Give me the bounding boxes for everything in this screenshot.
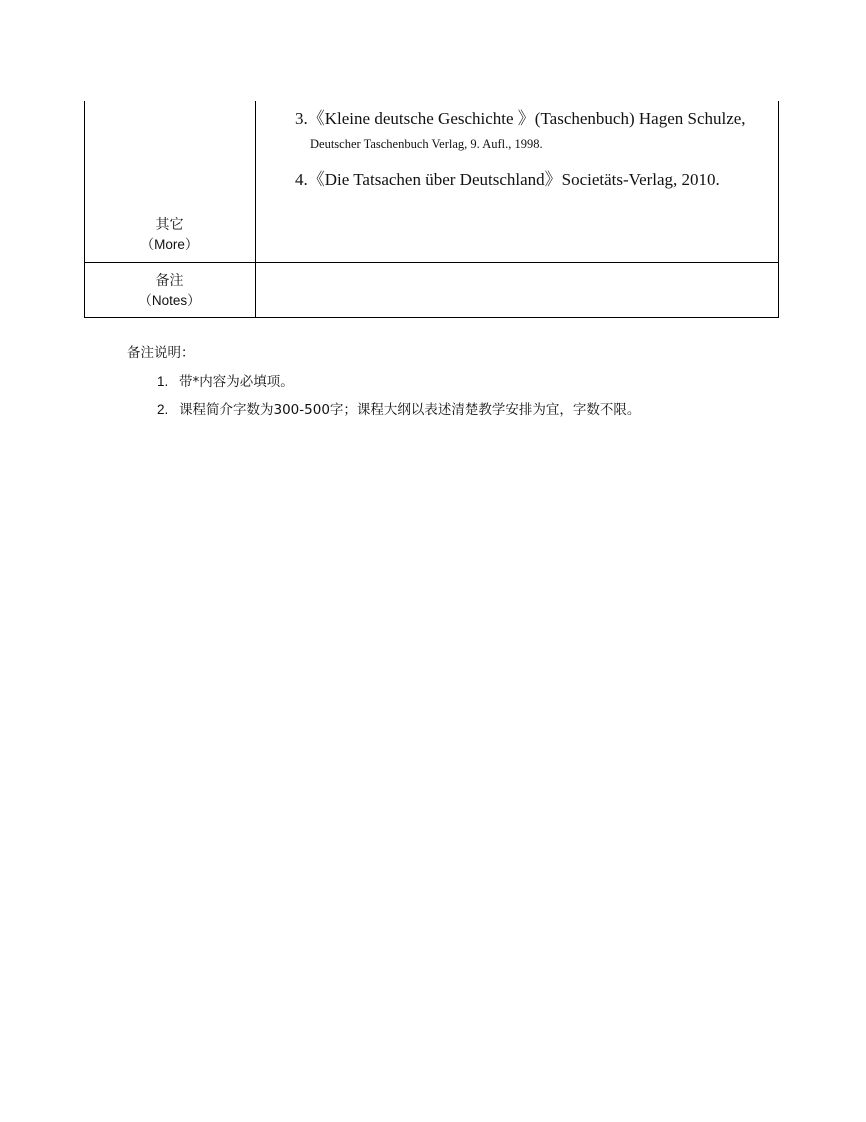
more-label-en: （More） [140,237,199,252]
table-bottom-border [84,317,779,318]
course-info-table [84,101,779,318]
note-item-2-text: 课程简介字数为300-500字；课程大纲以表述清楚教学安排为宜，字数不限。 [179,402,641,418]
note-item-2-number: 2. [157,402,169,417]
note-item-2 [157,398,640,418]
notes-label-en: （Notes） [138,293,201,308]
more-label-cell [84,216,255,254]
notes-content-cell[interactable] [256,263,778,317]
notes-explanation-title: 备注说明： [127,345,195,361]
reference-3-publisher: Deutscher Taschenbuch Verlag, 9. Aufl., 1998. [310,137,543,151]
note-item-1-text: 带*内容为必填项。 [179,374,294,390]
note-item-1-number: 1. [157,374,169,389]
more-label-cn: 其它 [155,217,184,233]
notes-label-cell [84,272,255,310]
note-item-1 [157,370,294,390]
reference-3-title: 3.《Kleine deutsche Geschichte 》(Taschenbuch) Hagen Schulze, [295,109,746,128]
notes-label-cn: 备注 [155,273,184,289]
table-right-border [778,101,779,318]
reference-4-title: 4.《Die Tatsachen über Deutschland》Societäts-Verlag, 2010. [295,170,720,189]
